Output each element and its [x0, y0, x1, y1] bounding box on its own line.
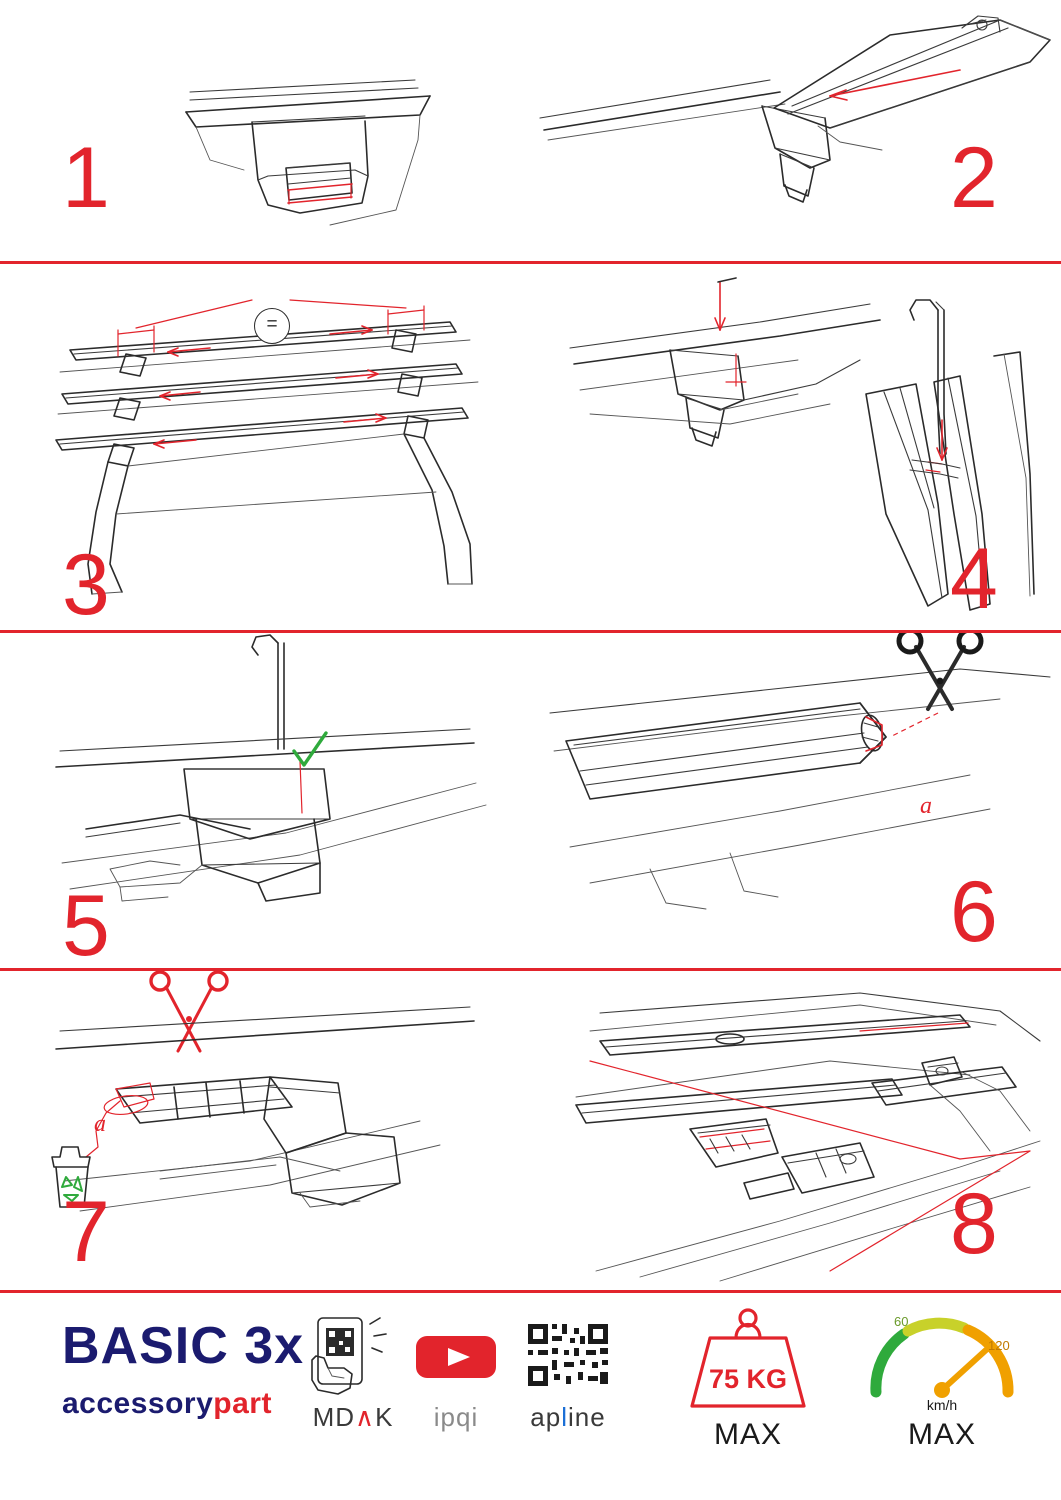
brand-subtitle [62, 1386, 304, 1422]
step-number-8: 8 [950, 1176, 997, 1272]
brand-subtitle-first: accessory [62, 1387, 214, 1420]
brand-title-main: BASIC 3 [62, 1317, 275, 1375]
load-limit-block [658, 1302, 838, 1452]
logo-mdak-caption: MD∧K [312, 1402, 394, 1432]
footer-bar [0, 1290, 1061, 1500]
step-panel-1 [0, 0, 530, 261]
brand-title-suffix: x [274, 1317, 305, 1375]
step-number-7: 7 [62, 1184, 109, 1280]
speedometer-icon [852, 1302, 1032, 1414]
step-panel-3 [0, 264, 530, 630]
speed-tick-high: 120 [988, 1338, 1010, 1353]
logo-apline-caption: apline [530, 1402, 606, 1432]
qr-code-icon [488, 1314, 648, 1396]
step-number-4: 4 [950, 531, 997, 627]
step-number-1: 1 [62, 130, 109, 226]
brand-subtitle-second: part [213, 1387, 272, 1420]
speed-limit-block [852, 1302, 1032, 1452]
step-panel-2 [530, 0, 1061, 261]
step-panel-5 [0, 633, 530, 968]
load-limit-caption: MAX [713, 1418, 782, 1451]
load-limit-value: 75 KG [708, 1364, 788, 1394]
logo-ipqi-caption: ipqi [433, 1402, 479, 1432]
logo-apline[interactable] [488, 1314, 648, 1433]
speed-limit-caption: MAX [907, 1418, 976, 1451]
step-number-2: 2 [950, 130, 997, 226]
offcut-label-a: a [94, 1111, 106, 1137]
speed-tick-low: 60 [894, 1314, 909, 1329]
step-number-5: 5 [62, 878, 109, 968]
speed-unit: km/h [926, 1397, 958, 1413]
step-number-6: 6 [950, 864, 997, 960]
brand-block [62, 1318, 304, 1422]
step-number-3: 3 [62, 537, 109, 630]
cut-mark-label-a: a [920, 793, 932, 819]
scissors-icon-red [151, 972, 227, 1051]
equal-badge: = [254, 308, 290, 344]
weight-icon [658, 1302, 838, 1414]
step-panel-7 [0, 971, 530, 1290]
brand-title [62, 1318, 304, 1374]
step-panel-4 [530, 264, 1061, 630]
step-panel-6 [530, 633, 1061, 968]
step-panel-8 [530, 971, 1061, 1290]
